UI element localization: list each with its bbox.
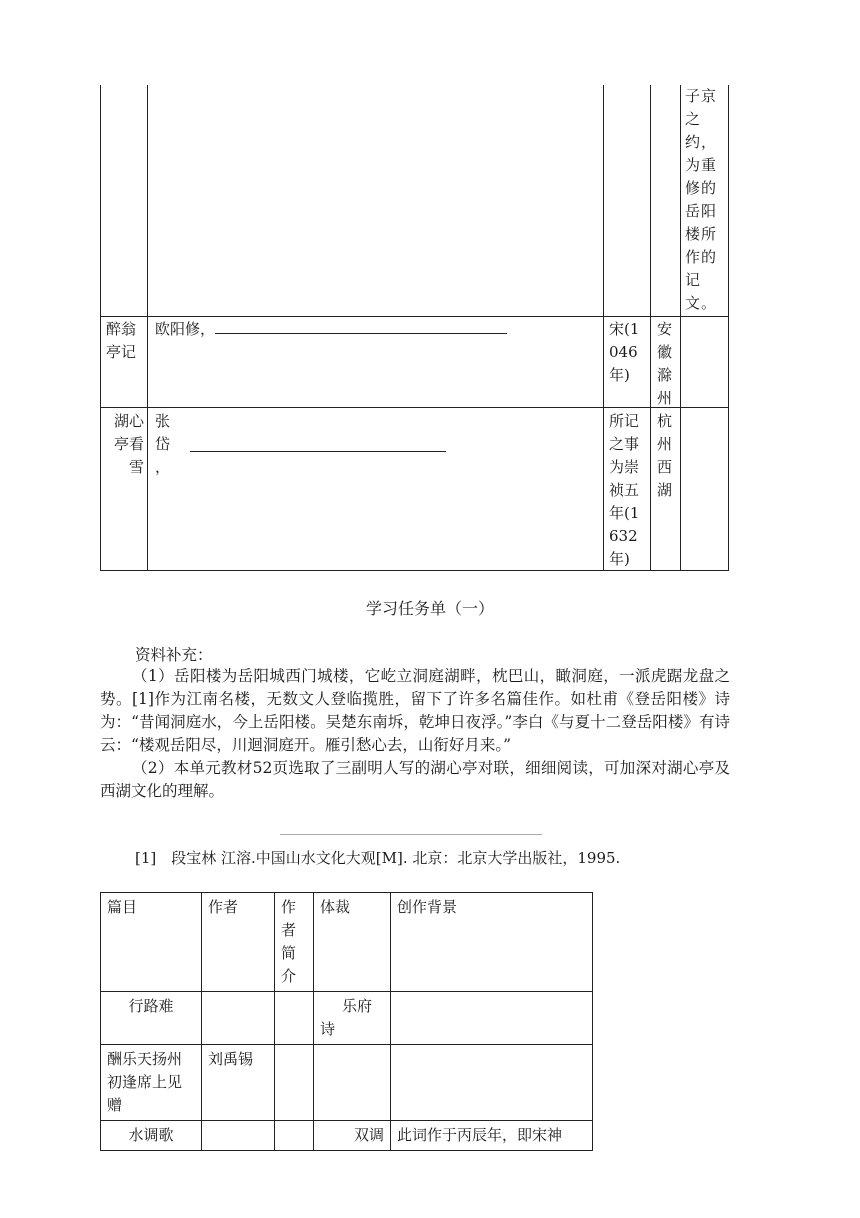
fill-in-blank[interactable] [190,451,446,452]
table-cell-author-bio[interactable] [275,1045,314,1121]
table-cell-author-bio[interactable] [275,1121,314,1151]
table-cell-place: 杭州西湖 [657,412,673,499]
table-cell-background: 此词作于丙辰年，即宋神 [391,1121,593,1151]
header-author-bio: 作者简介 [275,893,314,992]
table-cell-author[interactable] [202,1121,275,1151]
table-cell-genre[interactable] [314,1045,391,1121]
table-cell-title: 行路难 [101,992,202,1045]
table-cell-author [155,410,455,479]
table-cell-background[interactable] [391,1045,593,1121]
table-cell-genre: 双调 [314,1121,391,1151]
header-title: 篇目 [101,893,202,992]
footnote-separator [280,834,542,835]
table-cell-time: 宋(1046年) [609,320,640,384]
table-cell-author [155,318,595,341]
table-cell-place: 安徽滁州 [657,320,673,407]
author-prefix: 张岱， [155,412,171,476]
supplement-paragraph-2: （2）本单元教材52页选取了三副明人写的湖心亭对联，细细阅读，可加深对湖心亭及西湖文化的理解。 [100,759,730,800]
table-cell-title: 水调歌 [101,1121,202,1151]
header-background: 创作背景 [391,893,593,992]
table-cell-author-bio[interactable] [275,992,314,1045]
table-cell-background-continued: 子京之约，为重修的岳阳楼所作的记文。 [685,87,718,312]
table-cell-title: 醉翁亭记 [106,320,137,361]
table-cell-title: 酬乐天扬州初逢席上见赠 [101,1045,202,1121]
fill-in-blank[interactable] [215,319,507,334]
section-title: 学习任务单（一） [365,599,494,618]
table-cell-time: 所记之事为崇祯五年(1632年) [609,412,640,568]
table-cell-title: 湖心亭看雪 [113,412,144,476]
table-cell-author[interactable] [202,992,275,1045]
footnote: [1] 段宝林 江溶.中国山水文化大观[M]. 北京：北京大学出版社，1995. [135,849,621,867]
author-prefix: 欧阳修， [155,320,216,338]
table-cell-author: 刘禹锡 [202,1045,275,1121]
header-author: 作者 [202,893,275,992]
header-genre: 体裁 [314,893,391,992]
table-cell-background[interactable] [391,992,593,1045]
table-cell-genre: 乐府诗 [314,992,391,1045]
supplement-heading: 资料补充： [135,646,213,664]
supplement-paragraph-1: （1）岳阳楼为岳阳城西门城楼，它屹立洞庭湖畔，枕巴山，瞰洞庭，一派虎踞龙盘之势。[1]作为江南名楼，无数文人登临揽胜，留下了许多名篇佳作。如杜甫《登岳阳楼》诗为：“昔闻洞庭水，今上岳阳楼。吴楚东南坼，乾坤日夜浮。”李白《与夏十二登岳阳楼》有诗云：“楼观岳阳尽，川迴洞庭开。雁引愁心去，山衔好月来。” [100,667,730,754]
table-2 [100,892,593,1151]
